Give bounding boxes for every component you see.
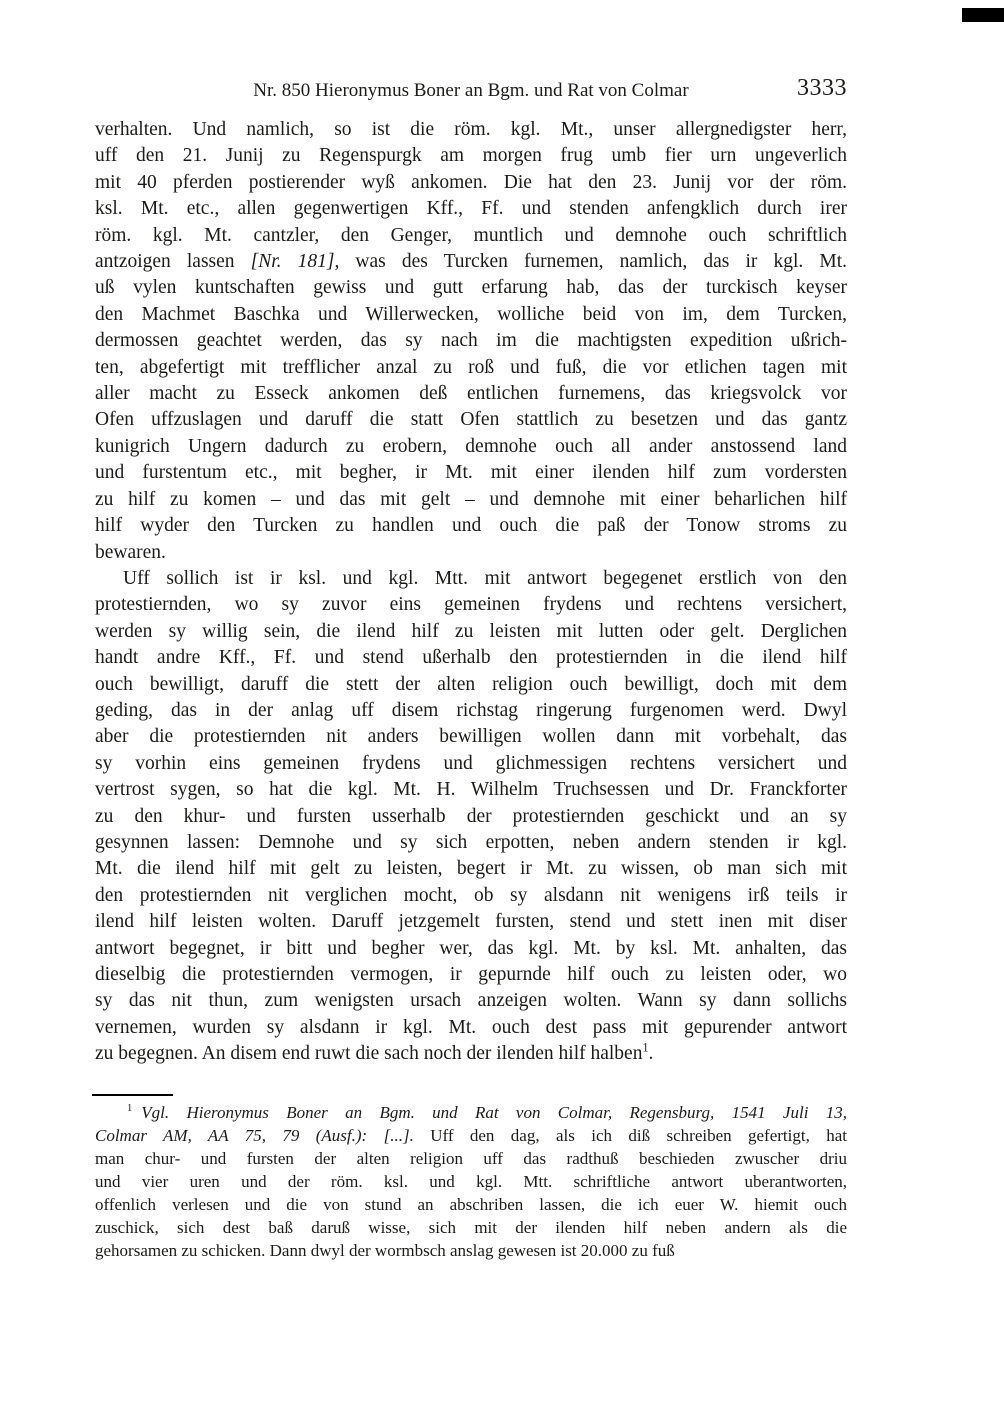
- text-segment: ten, abgefertigt mit trefflicher anzal zu roß und fuß, die vor etlichen tagen mit: [95, 356, 847, 378]
- text-segment: aber die protestiernden nit anders bewilligen wollen dann mit vorbehalt, das: [95, 726, 847, 748]
- footnote-line: [95, 1216, 847, 1239]
- text-segment: mit 40 pferden postierender wyß ankomen. Die hat den 23. Junij vor der röm.: [95, 171, 847, 193]
- footnote-line: [95, 1124, 847, 1147]
- text-segment: offenlich verlesen und die von stund an abschriben lassen, die ich euer W. hiemit ouch: [95, 1195, 847, 1214]
- scan-artifact-mark: [962, 8, 1004, 22]
- text-segment: und vier uren und der röm. ksl. und kgl. Mtt. schriftliche antwort uberantworten,: [95, 1172, 847, 1191]
- paragraph-line: [95, 249, 847, 275]
- footnote-line: [95, 1170, 847, 1193]
- paragraph: [95, 566, 847, 1068]
- paragraph: [95, 117, 847, 566]
- paragraph-line: [95, 592, 847, 618]
- footnote-line: [95, 1101, 847, 1124]
- paragraph-line: [95, 645, 847, 671]
- text-segment: ksl. Mt. etc., allen gegenwertigen Kff., Ff. und stenden anfengklich durch irer: [95, 198, 847, 220]
- footnote-reference: 1: [127, 1103, 133, 1115]
- paragraph-line: [95, 487, 847, 513]
- text-segment: gesynnen lassen: Demnohe und sy sich erpotten, neben andern stenden ir kgl.: [95, 831, 847, 853]
- paragraph-line: [95, 962, 847, 988]
- text-segment: und furstentum etc., mit begher, ir Mt. mit einer ilenden hilf zum vordersten: [95, 462, 847, 484]
- paragraph-line: [95, 328, 847, 354]
- text-segment: ouch bewilligt, daruff die stett der alten religion ouch bewilligt, doch mit dem: [95, 673, 847, 695]
- text-segment: uß vylen kuntschaften gewiss und gutt erfarung hab, das der turckisch keyser: [95, 277, 847, 299]
- text-segment: den Machmet Baschka und Willerwecken, wolliche beid von im, dem Turcken,: [95, 303, 847, 325]
- text-segment: Uff sollich ist ir ksl. und kgl. Mtt. mit antwort begegenet erstlich von den: [123, 567, 847, 589]
- footnote-line: [95, 1239, 847, 1262]
- paragraph-line: [95, 513, 847, 539]
- paragraph-line: [95, 988, 847, 1014]
- page-number: 3333: [797, 75, 847, 101]
- paragraph-line: [95, 143, 847, 169]
- paragraph-line: [95, 275, 847, 301]
- paragraph-line: [95, 777, 847, 803]
- text-segment: antzoigen lassen: [95, 251, 251, 273]
- footnote-line: [95, 1147, 847, 1170]
- paragraph-line: [95, 540, 847, 566]
- footnote-separator: [92, 1094, 173, 1096]
- paragraph-line: [95, 724, 847, 750]
- text-segment: sy das nit thun, zum wenigsten ursach anzeigen wolten. Wann sy dann sollichs: [95, 990, 847, 1012]
- text-segment: .: [648, 1043, 654, 1065]
- paragraph-line: [95, 355, 847, 381]
- text-segment: bewaren.: [95, 541, 166, 563]
- text-segment: werden sy willig sein, die ilend hilf zu leisten mit lutten oder gelt. Derglichen: [95, 620, 847, 642]
- text-segment: , was des Turcken furnemen, namlich, das ir kgl. Mt.: [334, 251, 847, 273]
- text-segment: Mt. die ilend hilf mit gelt zu leisten, begert ir Mt. zu wissen, ob man sich mit: [95, 858, 847, 880]
- paragraph-line: [95, 434, 847, 460]
- paragraph-line: [95, 856, 847, 882]
- text-segment: kunigrich Ungern dadurch zu erobern, demnohe ouch all ander anstossend land: [95, 435, 847, 457]
- text-segment: dermossen geachtet werden, das sy nach im die machtigsten expedition ußrich-: [95, 330, 847, 352]
- paragraph-line: [95, 1041, 847, 1067]
- text-segment: antwort begegnet, ir bitt und begher wer, das kgl. Mt. by ksl. Mt. anhalten, das: [95, 937, 847, 959]
- paragraph-line: [95, 117, 847, 143]
- paragraph-line: [95, 751, 847, 777]
- paragraph-line: [95, 407, 847, 433]
- text-segment: man chur- und fursten der alten religion uff das radthuß beschieden zwuscher driu: [95, 1149, 847, 1168]
- running-head-title: Nr. 850 Hieronymus Boner an Bgm. und Rat von Colmar: [253, 80, 689, 101]
- text-segment: aller macht zu Esseck ankomen deß entlichen furnemens, das kriegsvolck vor: [95, 383, 847, 405]
- paragraph-line: [95, 804, 847, 830]
- paragraph-line: [95, 223, 847, 249]
- paragraph-line: [95, 883, 847, 909]
- text-segment: verhalten. Und namlich, so ist die röm. kgl. Mt., unser allergnedigster herr,: [95, 119, 847, 140]
- paragraph-line: [95, 302, 847, 328]
- text-segment: den protestiernden nit verglichen mocht, ob sy alsdann nit wenigens irß teils ir: [95, 884, 847, 906]
- paragraph-line: [95, 698, 847, 724]
- paragraph-line: [95, 830, 847, 856]
- paragraph-line: [95, 170, 847, 196]
- text-segment: protestiernden, wo sy zuvor eins gemeinen frydens und rechtens versichert,: [95, 594, 847, 616]
- paragraph-line: [95, 566, 847, 592]
- text-segment: ilend hilf leisten wolten. Daruff jetzgemelt fursten, stend und stett inen mit diser: [95, 911, 847, 933]
- text-segment: Vgl. Hieronymus Boner an Bgm. und Rat von Colmar, Regensburg, 1541 Juli 13,: [141, 1103, 847, 1122]
- footnote-line: [95, 1193, 847, 1216]
- text-segment: handt andre Kff., Ff. und stend ußerhalb den protestiernden in die ilend hilf: [95, 647, 847, 669]
- text-segment: dieselbig die protestiernden vermogen, ir gepurnde hilf ouch zu leisten oder, wo: [95, 964, 847, 985]
- text-segment: röm. kgl. Mt. cantzler, den Genger, muntlich und demnohe ouch schriftlich: [95, 224, 847, 246]
- text-segment: sy vorhin eins gemeinen frydens und glichmessigen rechtens versichert und: [95, 752, 847, 774]
- running-head: [95, 75, 847, 104]
- paragraph-line: [95, 460, 847, 486]
- text-segment: zu begegnen. An disem end ruwt die sach noch der ilenden hilf halben: [95, 1043, 643, 1065]
- paragraph-line: [95, 1015, 847, 1041]
- text-segment: Colmar AM, AA 75, 79 (Ausf.): [...].: [95, 1126, 414, 1145]
- paragraph-line: [95, 909, 847, 935]
- text-segment: [Nr. 181]: [250, 251, 335, 273]
- text-segment: uff den 21. Junij zu Regenspurgk am morgen frug umb fier urn ungeverlich: [95, 145, 847, 167]
- footnote: [95, 1101, 847, 1262]
- text-segment: zu den khur- und fursten usserhalb der protestiernden geschickt und an sy: [95, 805, 847, 827]
- text-segment: vernemen, wurden sy alsdann ir kgl. Mt. ouch dest pass mit gepurender antwort: [95, 1016, 847, 1038]
- text-segment: vertrost sygen, so hat die kgl. Mt. H. Wilhelm Truchsessen und Dr. Franckforter: [95, 779, 847, 801]
- paragraph-line: [95, 619, 847, 645]
- paragraph-line: [95, 381, 847, 407]
- text-segment: zuschick, sich dest baß daruß wisse, sich mit der ilenden hilf neben andern als die: [95, 1218, 847, 1237]
- text-segment: zu hilf zu komen – und das mit gelt – und demnohe mit einer beharlichen hilf: [95, 488, 847, 510]
- paragraph-line: [95, 672, 847, 698]
- paragraph-line: [95, 196, 847, 222]
- footnote-reference: 1: [642, 1040, 649, 1055]
- paragraph-line: [95, 936, 847, 962]
- document-body: [95, 117, 847, 1068]
- text-segment: Ofen uffzuslagen und daruff die statt Ofen stattlich zu besetzen und das gantz: [95, 409, 847, 431]
- text-segment: geding, das in der anlag uff disem richstag ringerung furgenomen werd. Dwyl: [95, 699, 847, 721]
- text-segment: Uff den dag, als ich diß schreiben gefertigt, hat: [413, 1126, 847, 1145]
- text-segment: gehorsamen zu schicken. Dann dwyl der wormbsch anslag gewesen ist 20.000 zu fuß: [95, 1241, 675, 1260]
- text-segment: hilf wyder den Turcken zu handlen und ouch die paß der Tonow stroms zu: [95, 515, 847, 537]
